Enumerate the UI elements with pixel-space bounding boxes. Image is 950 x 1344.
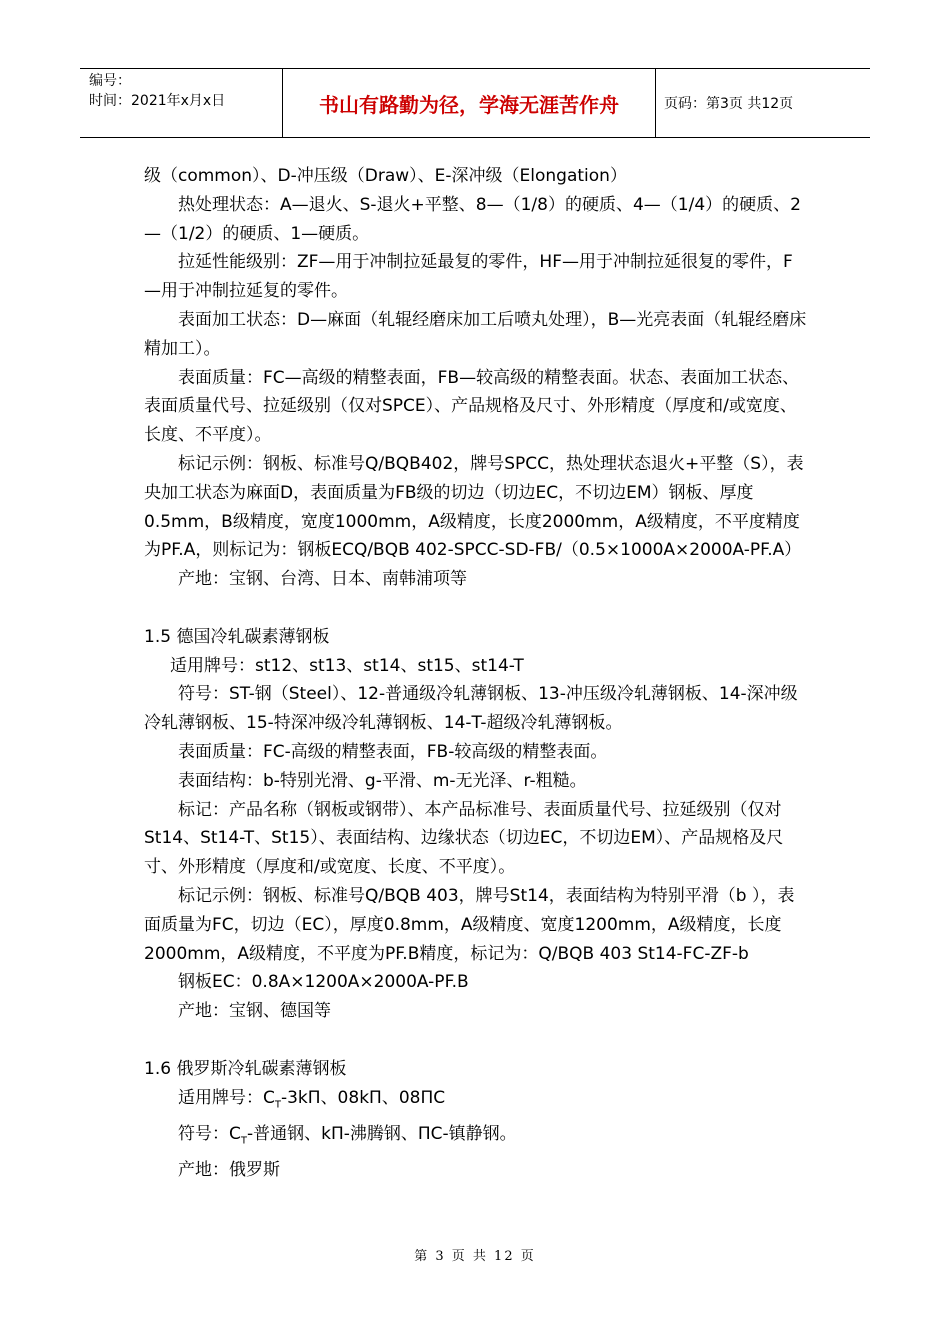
- text-segment: 符号：C: [178, 1123, 241, 1144]
- paragraph: 标记示例：钢板、标准号Q/BQB 403，牌号St14，表面结构为特别平滑（b ），表面质量为FC，切边（EC），厚度0.8mm，A级精度、宽度1200mm，A级精度，长度2000mm，A级精度，不平度为PF.B精度，标记为：Q/BQB 403 St14-FC-ZF-b: [144, 885, 795, 964]
- page-header: [80, 68, 870, 138]
- paragraph: 产地：宝钢、台湾、日本、南韩浦项等: [178, 569, 467, 590]
- paragraph: 热处理状态：A—退火、S-退火+平整、8—（1/8）的硬质、4—（1/4）的硬质、2—（1/2）的硬质、1—硬质。: [144, 194, 801, 244]
- page-footer: 第 3 页 共 12 页: [414, 1249, 536, 1264]
- paragraph: 适用牌号：st12、st13、st14、st15、st14-T: [170, 655, 524, 676]
- paragraph: 钢板EC：0.8A×1200A×2000A-PF.B: [178, 972, 469, 993]
- text-segment: -普通钢、kП-沸腾钢、ПC-镇静钢。: [246, 1123, 517, 1144]
- paragraph: 表面质量：FC-高级的精整表面，FB-较高级的精整表面。: [178, 741, 608, 762]
- paragraph: 标记示例：钢板、标准号Q/BQB402，牌号SPCC，热处理状态退火+平整（S），表央加工状态为麻面D，表面质量为FB级的切边（切边EC，不切边EM）钢板、厚度0.5mm，B级精度，宽度1000mm，A级精度，长度2000mm，A级精度，不平度精度为PF.A，则标记为：钢板ECQ/BQB 402-SPCC-SD-FB/（0.5×1000A×2000A-PF.A）: [144, 453, 804, 561]
- text-segment: -3kП、08kП、08ПC: [280, 1087, 446, 1108]
- document-body: [144, 162, 808, 1185]
- paragraph: 产地：宝钢、德国等: [178, 1001, 331, 1022]
- paragraph: [144, 1120, 808, 1156]
- header-page-info: 页码：第3页 共12页: [664, 96, 794, 112]
- paragraph: 表面加工状态：D—麻面（轧辊经磨床加工后喷丸处理），B—光亮表面（轧辊经磨床精加工）。: [144, 309, 807, 359]
- header-motto: 书山有路勤为径，学海无涯苦作舟: [283, 69, 656, 137]
- paragraph: [144, 1084, 808, 1120]
- header-time-label: 时间：2021年x月x日: [89, 93, 226, 109]
- header-meta: [80, 69, 283, 137]
- text-segment: 适用牌号：C: [178, 1087, 275, 1108]
- paragraph: 级（common）、D-冲压级（Draw）、E-深冲级（Elongation）: [144, 166, 627, 186]
- subscript: T: [240, 1135, 247, 1147]
- subscript: T: [274, 1098, 281, 1110]
- paragraph: 标记：产品名称（钢板或钢带）、本产品标准号、表面质量代号、拉延级别（仅对St14、St14-T、St15）、表面结构、边缘状态（切边EC，不切边EM）、产品规格及尺寸、外形精度（厚度和/或宽度、长度、不平度）。: [144, 799, 784, 878]
- paragraph: 产地：俄罗斯: [178, 1159, 280, 1180]
- section-heading: 1.6 俄罗斯冷轧碳素薄钢板: [144, 1058, 347, 1079]
- paragraph: 表面质量：FC—高级的精整表面，FB—较高级的精整表面。状态、表面加工状态、表面质量代号、拉延级别（仅对SPCE）、产品规格及尺寸、外形精度（厚度和/或宽度、长度、不平度）。: [144, 367, 800, 446]
- section-heading: 1.5 德国冷轧碳素薄钢板: [144, 626, 330, 647]
- paragraph: 表面结构：b-特别光滑、g-平滑、m-无光泽、r-粗糙。: [178, 770, 587, 791]
- paragraph: 拉延性能级别：ZF—用于冲制拉延最复的零件，HF—用于冲制拉延很复的零件，F—用于冲制拉延复的零件。: [144, 252, 793, 302]
- header-number-label: 编号：: [89, 73, 131, 89]
- paragraph: 符号：ST-钢（Steel）、12-普通级冷轧薄钢板、13-冲压级冷轧薄钢板、14-深冲级冷轧薄钢板、15-特深冲级冷轧薄钢板、14-T-超级冷轧薄钢板。: [144, 684, 798, 734]
